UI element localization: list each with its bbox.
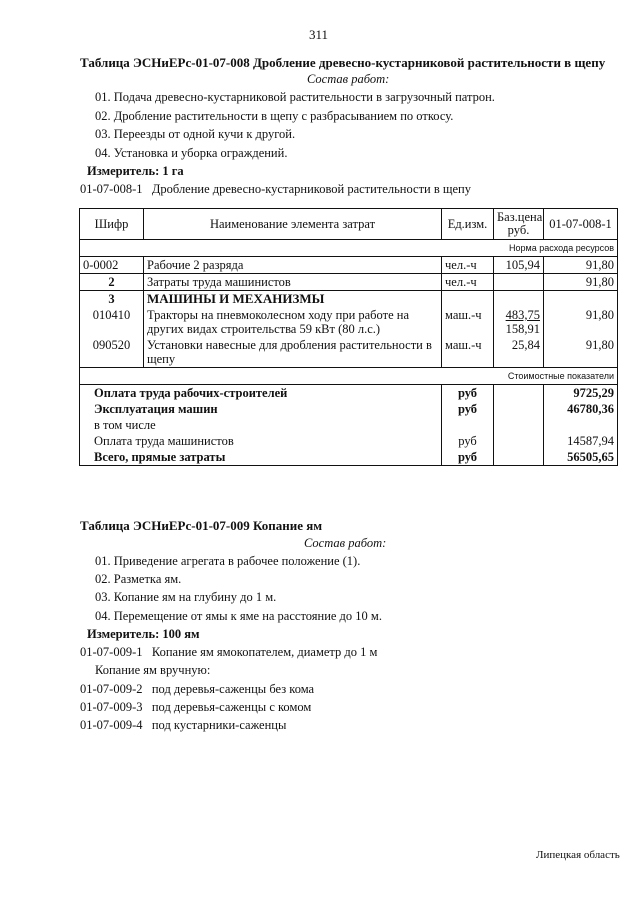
cell-name: Рабочие 2 разряда	[144, 257, 442, 274]
total-unit: руб	[442, 449, 494, 466]
table2-item: 01-07-009-1 Копание ям ямокопателем, диаметр до 1 м	[80, 645, 378, 659]
total-name: Оплата труда машинистов	[80, 433, 442, 449]
table1-step: 01. Подача древесно-кустарниковой растительности в загрузочный патрон.	[95, 90, 495, 104]
cell-value: 91,80	[544, 274, 618, 291]
header-norm-code: 01-07-008-1	[544, 209, 618, 240]
total-value: 14587,94	[544, 433, 618, 449]
total-unit: руб	[442, 433, 494, 449]
norm-label: Норма расхода ресурсов	[80, 240, 618, 257]
cell-code: 090520	[80, 337, 144, 368]
table2-step: 03. Копание ям на глубину до 1 м.	[95, 590, 277, 604]
header-code: Шифр	[80, 209, 144, 240]
table2-step: 01. Приведение агрегата в рабочее положение (1).	[95, 554, 361, 568]
total-name: в том числе	[80, 417, 442, 433]
cell-price: 105,94	[494, 257, 544, 274]
cell-code: 0-0002	[80, 257, 144, 274]
cell-name: Тракторы на пневмоколесном ходу при работе на других видах строительства 59 кВт (80 л.с.)	[144, 307, 442, 337]
total-price	[494, 401, 544, 417]
table2-manual: Копание ям вручную:	[95, 663, 211, 677]
total-unit: руб	[442, 385, 494, 402]
table2-step: 02. Разметка ям.	[95, 572, 182, 586]
cell-unit: чел.-ч	[442, 274, 494, 291]
cell-unit: маш.-ч	[442, 307, 494, 337]
price-line: 158,91	[505, 322, 540, 336]
cell-code: 3	[80, 291, 144, 308]
total-price	[494, 417, 544, 433]
cell-unit: чел.-ч	[442, 257, 494, 274]
table-row	[80, 337, 618, 368]
cell-unit: маш.-ч	[442, 337, 494, 368]
cell-name: МАШИНЫ И МЕХАНИЗМЫ	[144, 291, 442, 308]
total-row	[80, 449, 618, 466]
cell-price: 25,84	[494, 337, 544, 368]
total-value: 9725,29	[544, 385, 618, 402]
price-line: 483,75	[505, 308, 540, 322]
total-price	[494, 385, 544, 402]
cell-price	[494, 274, 544, 291]
table1-title: Таблица ЭСНиЕРс-01-07-008 Дробление древесно-кустарниковой растительности в щепу	[80, 55, 606, 70]
total-row	[80, 385, 618, 402]
header-unit: Ед.изм.	[442, 209, 494, 240]
total-value: 46780,36	[544, 401, 618, 417]
page-number: 311	[309, 27, 329, 42]
table-row	[80, 257, 618, 274]
table2-item: 01-07-009-3 под деревья-саженцы с комом	[80, 700, 312, 714]
table1-step: 02. Дробление растительности в щепу с разбрасыванием по откосу.	[95, 109, 454, 123]
table1-code-line: 01-07-008-1 Дробление древесно-кустарниковой растительности в щепу	[80, 182, 471, 196]
table1-step: 04. Установка и уборка ограждений.	[95, 146, 288, 160]
cell-value: 91,80	[544, 257, 618, 274]
cell-name: Установки навесные для дробления растительности в щепу	[144, 337, 442, 368]
total-row	[80, 417, 618, 433]
cell-value	[544, 291, 618, 308]
total-name: Всего, прямые затраты	[80, 449, 442, 466]
table1-meter: Измеритель: 1 га	[87, 164, 184, 178]
cost-label-row	[80, 368, 618, 385]
cell-code: 010410	[80, 307, 144, 337]
norm-label-row	[80, 240, 618, 257]
table2-meter: Измеритель: 100 ям	[87, 627, 200, 641]
total-unit	[442, 417, 494, 433]
total-price	[494, 433, 544, 449]
total-unit: руб	[442, 401, 494, 417]
cell-price	[494, 307, 544, 337]
table1-step: 03. Переезды от одной кучи к другой.	[95, 127, 296, 141]
table-row	[80, 291, 618, 308]
cell-value: 91,80	[544, 337, 618, 368]
cell-value: 91,80	[544, 307, 618, 337]
cell-price	[494, 291, 544, 308]
cell-name: Затраты труда машинистов	[144, 274, 442, 291]
table2-item: 01-07-009-4 под кустарники-саженцы	[80, 718, 287, 732]
header-row	[80, 209, 618, 240]
cell-code: 2	[80, 274, 144, 291]
cell-unit	[442, 291, 494, 308]
total-name: Оплата труда рабочих-строителей	[80, 385, 442, 402]
total-price	[494, 449, 544, 466]
total-row	[80, 401, 618, 417]
total-name: Эксплуатация машин	[80, 401, 442, 417]
cost-label: Стоимостные показатели	[80, 368, 618, 385]
table2-item: 01-07-009-2 под деревья-саженцы без кома	[80, 682, 315, 696]
header-name: Наименование элемента затрат	[144, 209, 442, 240]
table-row	[80, 307, 618, 337]
table2-step: 04. Перемещение от ямы к яме на расстояние до 10 м.	[95, 609, 382, 623]
total-value: 56505,65	[544, 449, 618, 466]
table2-title: Таблица ЭСНиЕРс-01-07-009 Копание ям	[80, 518, 323, 533]
total-value	[544, 417, 618, 433]
table1-composition-heading: Состав работ:	[307, 72, 390, 86]
footer-region: Липецкая область	[536, 849, 620, 861]
table-row	[80, 274, 618, 291]
header-base-price: Баз.цена руб.	[494, 209, 544, 240]
total-row	[80, 433, 618, 449]
cost-table	[79, 208, 618, 466]
table2-composition-heading: Состав работ:	[304, 536, 387, 550]
